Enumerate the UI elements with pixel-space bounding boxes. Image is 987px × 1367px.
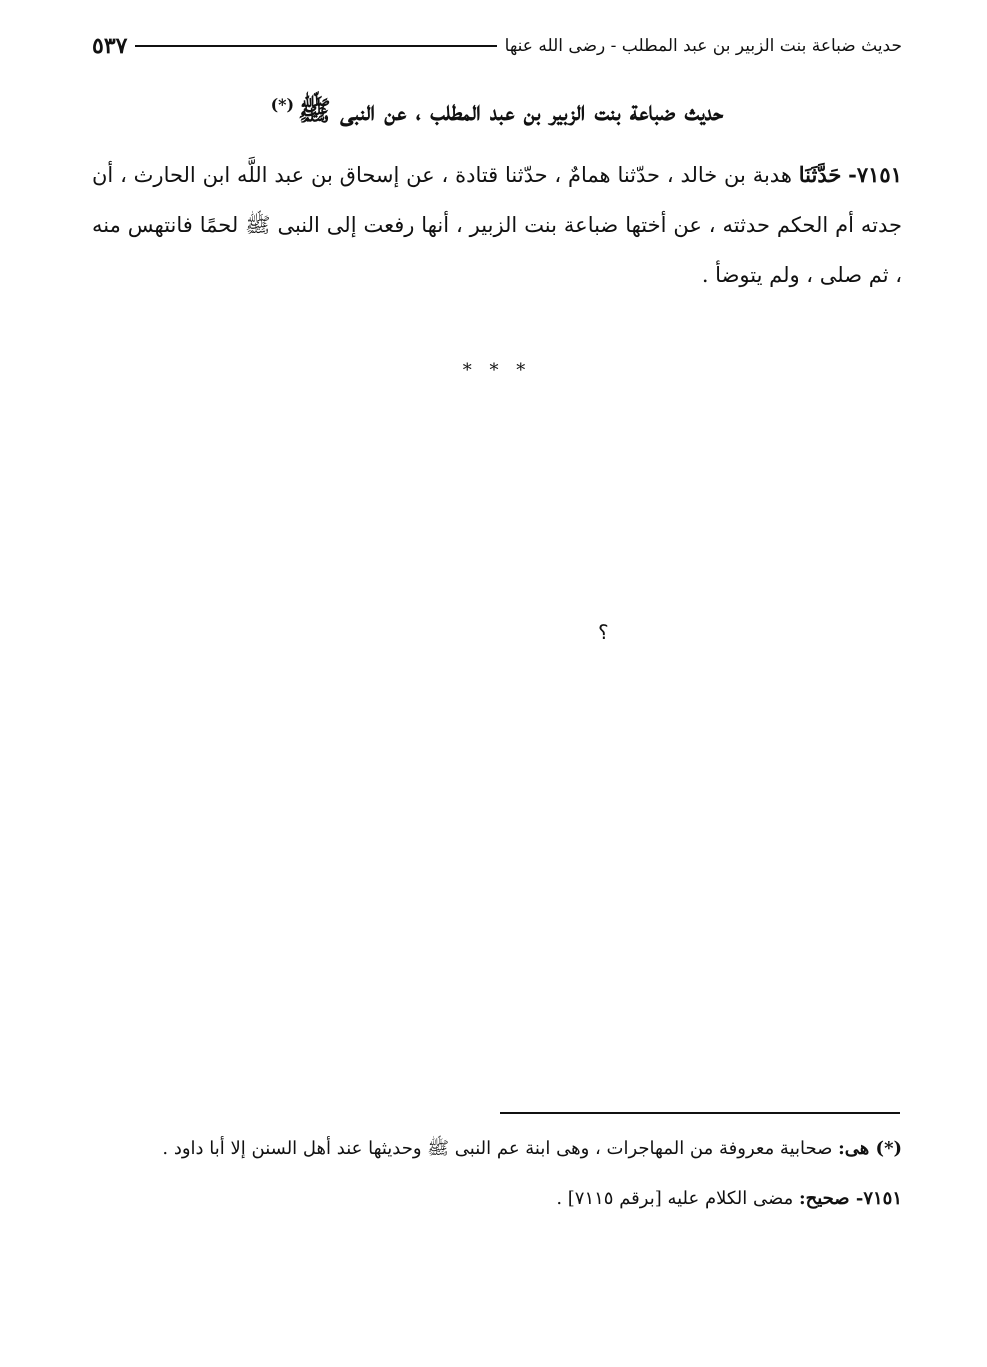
footnote-text: مضى الكلام عليه [برقم ٧١١٥] .	[556, 1188, 794, 1209]
page-number: ٥٣٧	[92, 33, 128, 59]
footnote-text: صحابية معروفة من المهاجرات ، وهى ابنة عم النبى ﷺ وحديثها عند أهل السنن إلا أبا داود .	[162, 1138, 833, 1159]
footnote-rule	[500, 1112, 900, 1114]
footnote	[92, 1130, 902, 1168]
hadith-paragraph	[92, 150, 902, 300]
running-title: حديث ضباعة بنت الزبير بن عبد المطلب - رضى الله عنها	[504, 36, 902, 56]
chapter-title	[92, 80, 902, 137]
footnote-marker: (*)	[270, 95, 295, 114]
running-header	[92, 28, 902, 64]
hadith-text: هدبة بن خالد ، حدّثنا همامٌ ، حدّثنا قتادة ، عن إسحاق بن عبد اللَّه ابن الحارث ، أن جدته أم الحكم حدثته ، عن أختها ضباعة بنت الزبير ، أنها رفعت إلى النبى ﷺ لحمًا فانتهس منه ، ثم صلى ، ولم يتوضأ .	[92, 163, 902, 287]
hadith-number: ٧١٥١-	[848, 162, 902, 187]
footnote-marker: ٧١٥١- صحيح:	[798, 1188, 902, 1209]
header-rule	[135, 45, 496, 47]
footnotes	[92, 1130, 902, 1230]
chapter-title-text: حديث ضباعة بنت الزبير بن عبد المطلب ، عن النبى ﷺ	[298, 96, 724, 127]
hadith-lead: حَدَّثَنَا	[798, 162, 842, 187]
footnote	[92, 1180, 902, 1218]
footnote-marker: (*) هى:	[838, 1138, 902, 1159]
stray-mark: ؟	[598, 620, 609, 644]
section-separator: * * *	[462, 360, 532, 381]
